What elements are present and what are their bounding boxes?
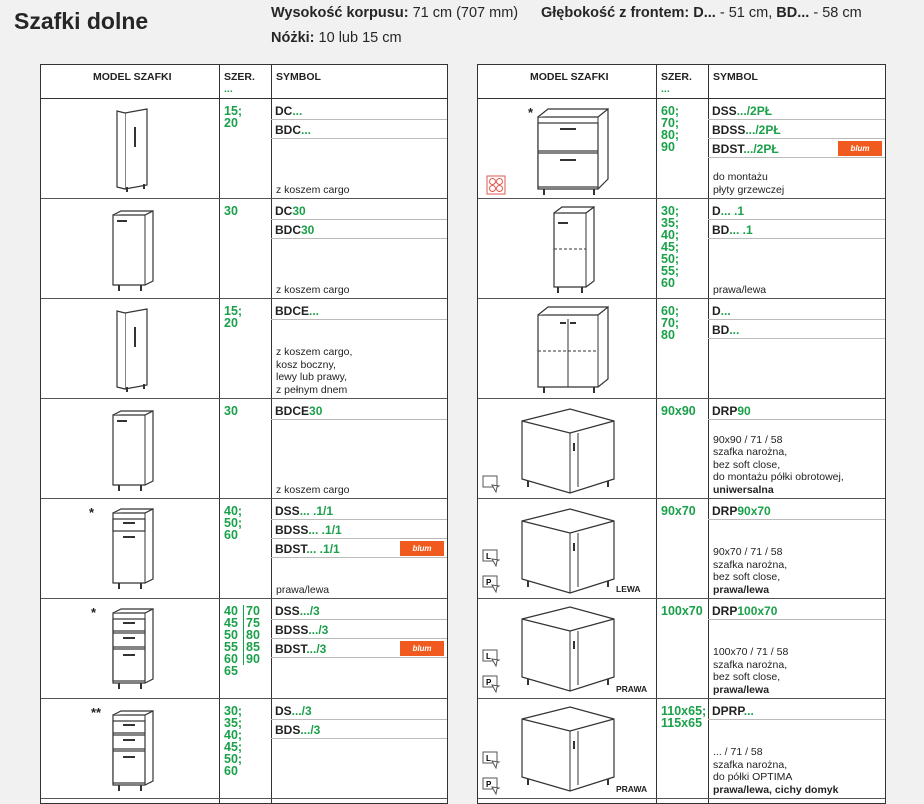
symbol-list xyxy=(271,501,447,558)
width-values: 100x70 xyxy=(661,604,703,618)
cabinet-illustration xyxy=(41,99,219,198)
blum-badge: blum xyxy=(400,641,444,656)
cabinet-illustration xyxy=(478,199,656,298)
table-row[interactable] xyxy=(478,599,885,699)
orientation-label: PRAWA xyxy=(616,784,648,794)
symbol-line: BDS.../3 xyxy=(271,720,447,739)
symbol-list xyxy=(708,201,885,239)
symbol-list xyxy=(271,401,447,420)
table-row[interactable] xyxy=(478,199,885,299)
width-values: 60; 70; 80; 90 xyxy=(661,104,680,154)
symbol-line: DSS.../2PŁ xyxy=(708,101,885,120)
width-values-2: 70 75 80 85 90 xyxy=(243,605,260,665)
symbol-note: z koszem cargo xyxy=(276,483,350,496)
symbol-note: ... / 71 / 58 szafka narożna, do półki OPTIMA prawa/lewa, cichy domyk xyxy=(713,746,839,796)
table-row[interactable] xyxy=(41,199,447,299)
width-values: 30 xyxy=(224,404,238,418)
orientation-label: LEWA xyxy=(616,584,641,594)
symbol-line: BDSS.../3 xyxy=(271,620,447,639)
cabinet-illustration xyxy=(478,399,656,498)
symbol-line: DSS.../3 xyxy=(271,601,447,620)
cabinet-illustration xyxy=(41,499,219,598)
symbol-note: do montażu płyty grzewczej xyxy=(713,171,785,196)
width-values: 15; 20 xyxy=(224,104,243,130)
star-marker: ** xyxy=(91,705,102,720)
right-cabinet-table xyxy=(477,64,886,804)
table-row[interactable] xyxy=(478,699,885,799)
symbol-note: z koszem cargo xyxy=(276,283,350,296)
table-row[interactable] xyxy=(41,399,447,499)
symbol-line: DRP90 xyxy=(708,401,885,420)
symbol-line: BD... .1 xyxy=(708,220,885,239)
left-hand-icon xyxy=(482,649,500,672)
symbol-note: prawa/lewa xyxy=(713,283,767,296)
width-values: 40; 50; 60 xyxy=(224,504,243,542)
symbol-line: DC... xyxy=(271,101,447,120)
symbol-line: D... .1 xyxy=(708,201,885,220)
cabinet-illustration xyxy=(41,399,219,498)
symbol-list xyxy=(271,601,447,658)
cabinet-illustration xyxy=(478,299,656,398)
column-symbol: SYMBOL xyxy=(276,71,321,83)
symbol-list xyxy=(271,101,447,139)
svg-text:P: P xyxy=(486,678,492,687)
width-values: 30 xyxy=(224,204,238,218)
symbol-line: BDSS... .1/1 xyxy=(271,520,447,539)
right-hand-icon xyxy=(482,675,500,698)
symbol-line: BDSS.../2PŁ xyxy=(708,120,885,139)
svg-text:L: L xyxy=(486,652,491,661)
symbol-note: prawa/lewa xyxy=(276,583,330,596)
symbol-line: BDST.../3 blum xyxy=(271,639,447,658)
symbol-note: 90x70 / 71 / 58 szafka narożna, bez soft close, prawa/lewa xyxy=(713,546,788,596)
cabinet-illustration xyxy=(41,599,219,698)
blum-badge: blum xyxy=(400,541,444,556)
star-marker: * xyxy=(91,605,97,620)
right-hand-icon xyxy=(482,575,500,598)
column-model: MODEL SZAFKI xyxy=(530,71,609,83)
table-row[interactable] xyxy=(478,499,885,599)
symbol-list xyxy=(708,501,885,520)
symbol-note: 90x90 / 71 / 58 szafka narożna, bez soft close, do montażu półki obrotowej, uniwersalna xyxy=(713,433,844,496)
symbol-list xyxy=(708,301,885,339)
symbol-list xyxy=(271,701,447,739)
blum-badge: blum xyxy=(838,141,882,156)
width-values: 110x65; 115x65 xyxy=(661,704,707,730)
symbol-line: DRP90x70 xyxy=(708,501,885,520)
right-hand-icon xyxy=(482,777,500,800)
cabinet-illustration xyxy=(41,199,219,298)
cabinet-illustration xyxy=(41,299,219,398)
width-values: 15; 20 xyxy=(224,304,243,330)
star-marker: * xyxy=(528,105,534,120)
height-spec: Wysokość korpusu: 71 cm (707 mm) xyxy=(271,5,519,21)
width-values: 90x90 xyxy=(661,404,696,418)
table-header xyxy=(41,65,447,99)
symbol-list xyxy=(708,701,885,720)
symbol-line: DC30 xyxy=(271,201,447,220)
symbol-list xyxy=(271,301,447,320)
table-row[interactable] xyxy=(41,99,447,199)
table-row[interactable] xyxy=(41,699,447,799)
column-symbol: SYMBOL xyxy=(713,71,758,83)
symbol-line: DRP100x70 xyxy=(708,601,885,620)
column-width: SZER. ... xyxy=(224,71,255,95)
cabinet-illustration xyxy=(41,699,219,798)
table-row[interactable] xyxy=(478,399,885,499)
symbol-note: z koszem cargo, kosz boczny, lewy lub prawy, z pełnym dnem xyxy=(276,346,353,396)
star-marker: * xyxy=(89,505,95,520)
width-values: 90x70 xyxy=(661,504,696,518)
table-row[interactable] xyxy=(478,299,885,399)
symbol-line: BDST.../2PŁ blum xyxy=(708,139,885,158)
symbol-line: BDC30 xyxy=(271,220,447,239)
symbol-line: BDC... xyxy=(271,120,447,139)
width-values: 30; 35; 40; 45; 50; 60 xyxy=(224,704,243,778)
symbol-line: DS.../3 xyxy=(271,701,447,720)
svg-text:P: P xyxy=(486,578,492,587)
symbol-line: BD... xyxy=(708,320,885,339)
left-hand-icon xyxy=(482,751,500,774)
hand-cursor-icon xyxy=(482,475,500,498)
column-width: SZER. ... xyxy=(661,71,692,95)
table-row[interactable] xyxy=(478,99,885,199)
left-cabinet-table xyxy=(40,64,448,804)
svg-text:L: L xyxy=(486,552,491,561)
symbol-line: DPRP... xyxy=(708,701,885,720)
legs-spec: Nóżki: 10 lub 15 cm xyxy=(271,30,402,46)
symbol-note: z koszem cargo xyxy=(276,183,350,196)
table-row[interactable] xyxy=(41,599,447,699)
symbol-list xyxy=(708,601,885,620)
symbol-line: D... xyxy=(708,301,885,320)
table-row[interactable] xyxy=(41,299,447,399)
left-hand-icon xyxy=(482,549,500,572)
symbol-line: BDCE... xyxy=(271,301,447,320)
svg-text:P: P xyxy=(486,780,492,789)
width-values: 30; 35; 40; 45; 50; 55; 60 xyxy=(661,204,680,290)
table-row[interactable] xyxy=(41,499,447,599)
symbol-list xyxy=(271,201,447,239)
svg-text:L: L xyxy=(486,754,491,763)
column-model: MODEL SZAFKI xyxy=(93,71,172,83)
depth-spec: Głębokość z frontem: D... - 51 cm, BD... - 58 cm xyxy=(541,5,862,21)
width-values: 60; 70; 80 xyxy=(661,304,680,342)
table-header xyxy=(478,65,885,99)
symbol-list xyxy=(708,401,885,420)
symbol-list xyxy=(708,101,885,158)
page-title: Szafki dolne xyxy=(14,8,149,34)
symbol-line: BDST... .1/1 blum xyxy=(271,539,447,558)
symbol-line: BDCE30 xyxy=(271,401,447,420)
width-values: 40 45 50 55 60 65 xyxy=(224,604,238,678)
induction-hob-icon xyxy=(486,175,506,200)
symbol-note: 100x70 / 71 / 58 szafka narożna, bez soft close, prawa/lewa xyxy=(713,646,789,696)
orientation-label: PRAWA xyxy=(616,684,648,694)
symbol-line: DSS... .1/1 xyxy=(271,501,447,520)
